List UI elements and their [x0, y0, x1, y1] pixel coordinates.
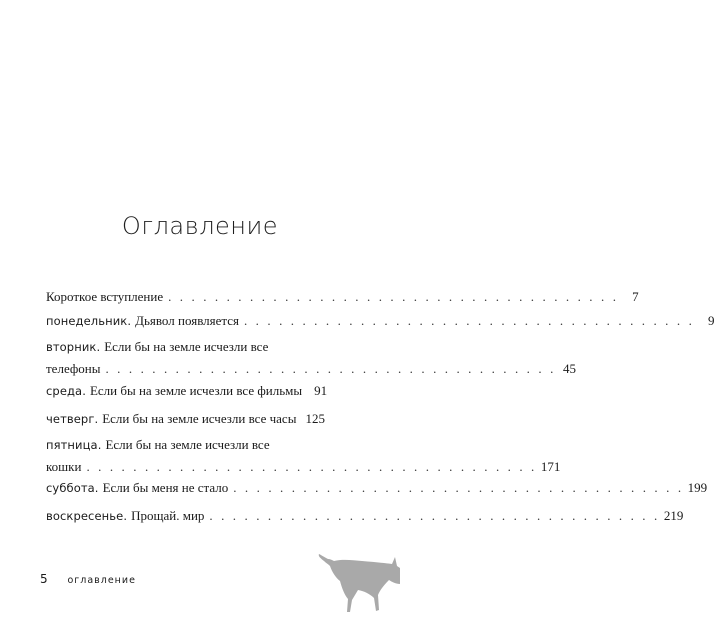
page-number: 5: [40, 572, 48, 586]
toc-page-number: 7: [632, 289, 639, 304]
toc-day-label: суббота.: [46, 481, 99, 495]
toc-entry-title: Если бы меня не стало: [102, 480, 229, 495]
table-of-contents: [46, 286, 714, 527]
toc-page-number: 45: [562, 361, 576, 376]
page-footer: [40, 572, 136, 586]
dot-leader: . . . . . . . . . . . . . . . . . . . . . . . . . . . . . . . . . . . . . . .: [209, 508, 660, 523]
toc-entry-title: Прощай. мир: [131, 508, 205, 523]
toc-entry-thursday[interactable]: [46, 408, 325, 434]
toc-entry-wednesday[interactable]: [46, 380, 328, 408]
dot-leader: . . . . . . . . . . . . . . . . . . . . . . . . . . . . . . . . . . . . . . .: [233, 480, 684, 495]
toc-entry-title-continued: телефоны: [46, 361, 101, 376]
toc-entry-title: Дьявол появляется: [135, 313, 239, 328]
dot-leader: . . . . . . . . . . . . . . . . . . . . . . . . . . . . . . . . . . . . . . .: [168, 289, 619, 304]
running-title: оглавление: [67, 575, 136, 586]
page-title: Оглавление: [121, 212, 279, 240]
toc-entry-intro[interactable]: [46, 286, 639, 310]
toc-page-number: 199: [687, 480, 708, 495]
toc-entry-saturday[interactable]: [46, 477, 708, 505]
dot-leader: . . . . . . . . . . . . . . . . . . . . . . . . . . . . . . . . . . . . . . .: [105, 361, 556, 376]
toc-entry-title: Короткое вступление: [46, 289, 164, 304]
toc-page-number: 91: [314, 383, 328, 398]
toc-page-number: 125: [305, 411, 325, 426]
toc-day-label: четверг.: [46, 412, 99, 426]
toc-entry-title-continued: кошки: [46, 459, 82, 474]
toc-day-label: среда.: [46, 384, 86, 398]
toc-page-number: 219: [663, 508, 684, 523]
cat-silhouette-icon: [318, 548, 400, 618]
dot-leader: . . . . . . . . . . . . . . . . . . . . . . . . . . . . . . . . . . . . . . .: [86, 459, 537, 474]
toc-entry-friday[interactable]: [46, 434, 561, 477]
dot-leader: . . . . . . . . . . . . . . . . . . . . . . . . . . . . . . . . . . . . . . .: [243, 313, 695, 328]
toc-entry-title: Если бы на земле исчезли все: [105, 437, 270, 452]
toc-entry-sunday[interactable]: [46, 505, 684, 527]
toc-entry-title: Если бы на земле исчезли все фильмы: [89, 383, 303, 398]
toc-entry-title: Если бы на земле исчезли все часы: [102, 411, 297, 426]
toc-day-label: воскресенье.: [46, 509, 128, 523]
toc-entry-tuesday[interactable]: [46, 336, 576, 380]
toc-day-label: пятница.: [46, 438, 102, 452]
toc-entry-monday[interactable]: [46, 310, 714, 336]
toc-entry-title: Если бы на земле исчезли все: [104, 339, 269, 354]
toc-page-number: 9: [707, 313, 714, 328]
toc-day-label: понедельник.: [46, 314, 132, 328]
toc-day-label: вторник.: [46, 340, 101, 354]
toc-page-number: 171: [540, 459, 561, 474]
